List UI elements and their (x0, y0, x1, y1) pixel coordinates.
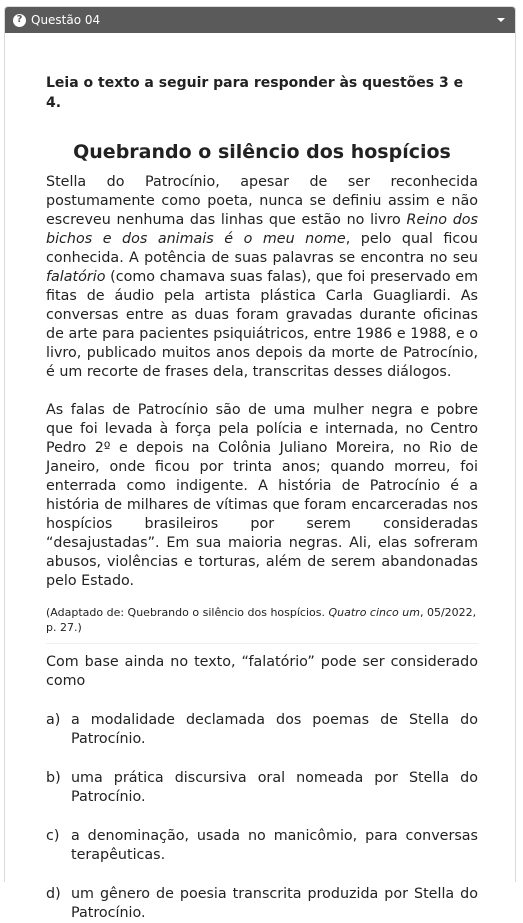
question-panel (4, 6, 516, 921)
option-text: uma prática discursiva oral nomeada por Stella do Patrocínio. (71, 770, 478, 805)
answer-options (46, 711, 478, 923)
instruction-text: Leia o texto a seguir para responder às questões 3 e 4. (46, 75, 464, 111)
option-a[interactable] (46, 711, 478, 749)
option-d[interactable] (46, 885, 478, 923)
question-stem: Com base ainda no texto, “falatório” pode ser considerado como (46, 654, 478, 689)
option-text: um gênero de poesia transcrita produzida por Stella do Patrocínio. (71, 886, 478, 921)
magazine-name: Quatro cinco um (328, 606, 420, 619)
option-letter: d) (46, 886, 61, 902)
source-text-a: (Adaptado de: Quebrando o silêncio dos hospícios. (46, 606, 329, 619)
option-text: a denominação, usada no manicômio, para conversas terapêuticas. (71, 828, 478, 863)
question-body (5, 73, 515, 923)
option-c[interactable] (46, 827, 478, 865)
paragraph-1-text-c: (como chamava suas falas), que foi preservado em fitas de áudio pela artista plástica Carla Guagliardi. As conversas entre as duas foram gravadas durante oficinas de arte para pacientes psiquiátricos, entre 1986 e 1988, e o livro, publicado muitos anos depois da morte de Patrocínio, é um recorte de frases dela, transcritas desses diálogos. (46, 269, 478, 380)
article-paragraph-2: As falas de Patrocínio são de uma mulher negra e pobre que foi levada à força pela polícia e internada, no Centro Pedro 2º e depois na Colônia Juliano Moreira, no Rio de Janeiro, onde ficou por trinta anos; quando morreu, foi enterrada como indigente. A história de Patrocínio é a história de milhares de vítimas que foram encarceradas nos hospícios brasileiros por serem consideradas “desajustadas”. Em sua maioria negras. Ali, elas sofreram abusos, violências e torturas, além de serem abandonadas pelo Estado. (46, 402, 478, 589)
paragraph-1-text-b: , pelo qual ficou conhecida. A potência de suas palavras se encontra no seu (46, 231, 478, 266)
source-citation (46, 605, 478, 635)
article-title: Quebrando o silêncio dos hospícios (73, 141, 451, 163)
option-letter: c) (46, 828, 60, 844)
paragraph-1-text-a: Stella do Patrocínio, apesar de ser reconhecida postumamente como poeta, nunca se definiu assim e não escreveu nenhuma das linhas que estão no livro (46, 174, 478, 228)
term-falatorio: falatório (46, 269, 106, 285)
source-text-b: , 05/2022, p. 27.) (46, 606, 477, 634)
divider (46, 643, 478, 644)
article-paragraph-1 (46, 173, 478, 382)
question-header[interactable] (5, 7, 515, 33)
option-text: a modalidade declamada dos poemas de Stella do Patrocínio. (71, 712, 478, 747)
question-title: Questão 04 (31, 13, 101, 27)
option-letter: b) (46, 770, 61, 786)
option-b[interactable] (46, 769, 478, 807)
option-letter: a) (46, 712, 61, 728)
caret-down-icon[interactable] (497, 18, 505, 22)
book-title: Reino dos bichos e dos animais é o meu nome (46, 212, 478, 247)
question-circle-icon: ? (13, 14, 26, 27)
